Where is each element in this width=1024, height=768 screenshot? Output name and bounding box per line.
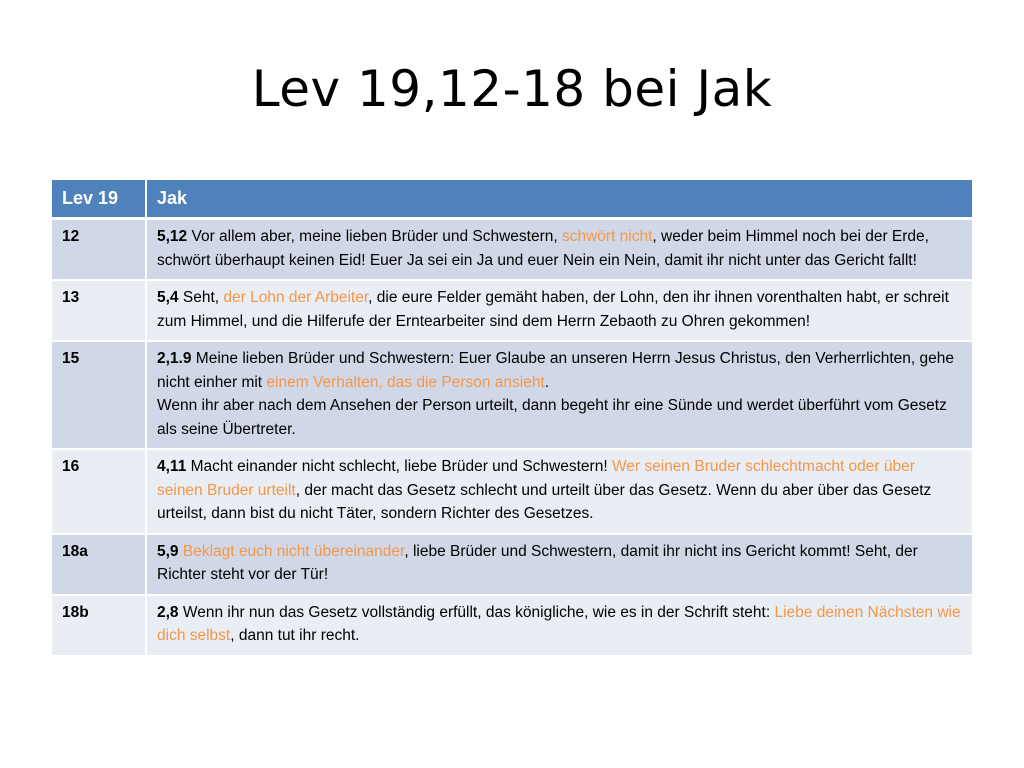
comparison-table	[52, 180, 972, 655]
verse-text: , weder beim Himmel noch bei der Erde, schwört überhaupt keinen Eid! Euer Ja sei ein Ja und euer Nein ein Nein, damit ihr nicht unter das Gericht fallt!	[157, 228, 929, 269]
verse-text: Vor allem aber, meine lieben Brüder und Schwestern,	[187, 228, 562, 245]
jak-verse-reference: 5,4	[157, 289, 179, 306]
lev-verse-cell: 18b	[52, 595, 146, 655]
jak-text-cell	[146, 449, 972, 534]
verse-text: Meine lieben Brüder und Schwestern: Euer Glaube an unseren Herrn Jesus Christus, den Verherrlichten, gehe nicht einher mit	[157, 350, 954, 391]
jak-text-cell	[146, 219, 972, 281]
lev-verse-cell: 12	[52, 219, 146, 281]
highlighted-parallel-phrase: Wer seinen Bruder schlechtmacht oder über seinen Bruder urteilt	[157, 458, 915, 499]
verse-text: Macht einander nicht schlecht, liebe Brüder und Schwestern!	[186, 458, 612, 475]
verse-text: , der macht das Gesetz schlecht und urteilt über das Gesetz. Wenn du aber über das Gesetz urteilst, dann bist du nicht Täter, sondern Richter des Gesetzes.	[157, 481, 932, 522]
verse-text: Seht,	[178, 289, 224, 306]
highlighted-parallel-phrase: Liebe deinen Nächsten wie dich selbst	[157, 603, 961, 644]
table-row	[52, 280, 972, 341]
verse-text: , liebe Brüder und Schwestern, damit ihr nicht ins Gericht kommt! Seht, der Richter steht vor der Tür!	[157, 542, 918, 583]
jak-text-cell	[146, 595, 972, 655]
jak-verse-reference: 2,8	[157, 603, 179, 621]
lev-verse-cell: 16	[52, 449, 146, 534]
highlighted-parallel-phrase: einem Verhalten, das die Person ansieht	[266, 373, 545, 391]
table-row	[52, 341, 972, 449]
column-header-jak: Jak	[146, 180, 972, 219]
highlighted-parallel-phrase: der Lohn der Arbeiter	[223, 289, 369, 306]
verse-text: , die eure Felder gemäht haben, der Lohn, den ihr ihnen vorenthalten habt, er schreit zum Himmel, und die Hilferufe der Erntearbeiter sind dem Herrn Zebaoth zu Ohren gekommen!	[157, 289, 949, 330]
verse-text: Wenn ihr nun das Gesetz vollständig erfüllt, das königliche, wie es in der Schrift steht:	[178, 603, 775, 621]
table-body	[52, 219, 972, 655]
verse-text: .	[544, 373, 550, 391]
jak-verse-reference: 5,12	[157, 228, 188, 245]
verse-text: Wenn ihr aber nach dem Ansehen der Person urteilt, dann begeht ihr eine Sünde und werdet überführt vom Gesetz als seine Übertreter.	[157, 397, 947, 438]
highlighted-parallel-phrase: schwört nicht	[561, 228, 653, 245]
jak-verse-reference: 5,9	[157, 542, 179, 560]
lev-verse-cell: 15	[52, 341, 146, 449]
table-header-row	[52, 180, 972, 219]
jak-text-cell	[146, 534, 972, 595]
table-row	[52, 595, 972, 655]
slide-title: Lev 19,12-18 bei Jak	[251, 60, 773, 118]
lev-verse-cell: 18a	[52, 534, 146, 595]
table-row	[52, 219, 972, 281]
column-header-lev: Lev 19	[52, 180, 146, 219]
jak-text-cell	[146, 280, 972, 341]
verse-text: , dann tut ihr recht.	[230, 627, 360, 644]
highlighted-parallel-phrase: Beklagt euch nicht übereinander	[182, 542, 405, 560]
table-row	[52, 534, 972, 595]
lev-verse-cell: 13	[52, 280, 146, 341]
jak-text-cell	[146, 341, 972, 449]
jak-verse-reference: 4,11	[157, 458, 187, 475]
jak-verse-reference: 2,1.9	[157, 350, 192, 367]
table-row	[52, 449, 972, 534]
